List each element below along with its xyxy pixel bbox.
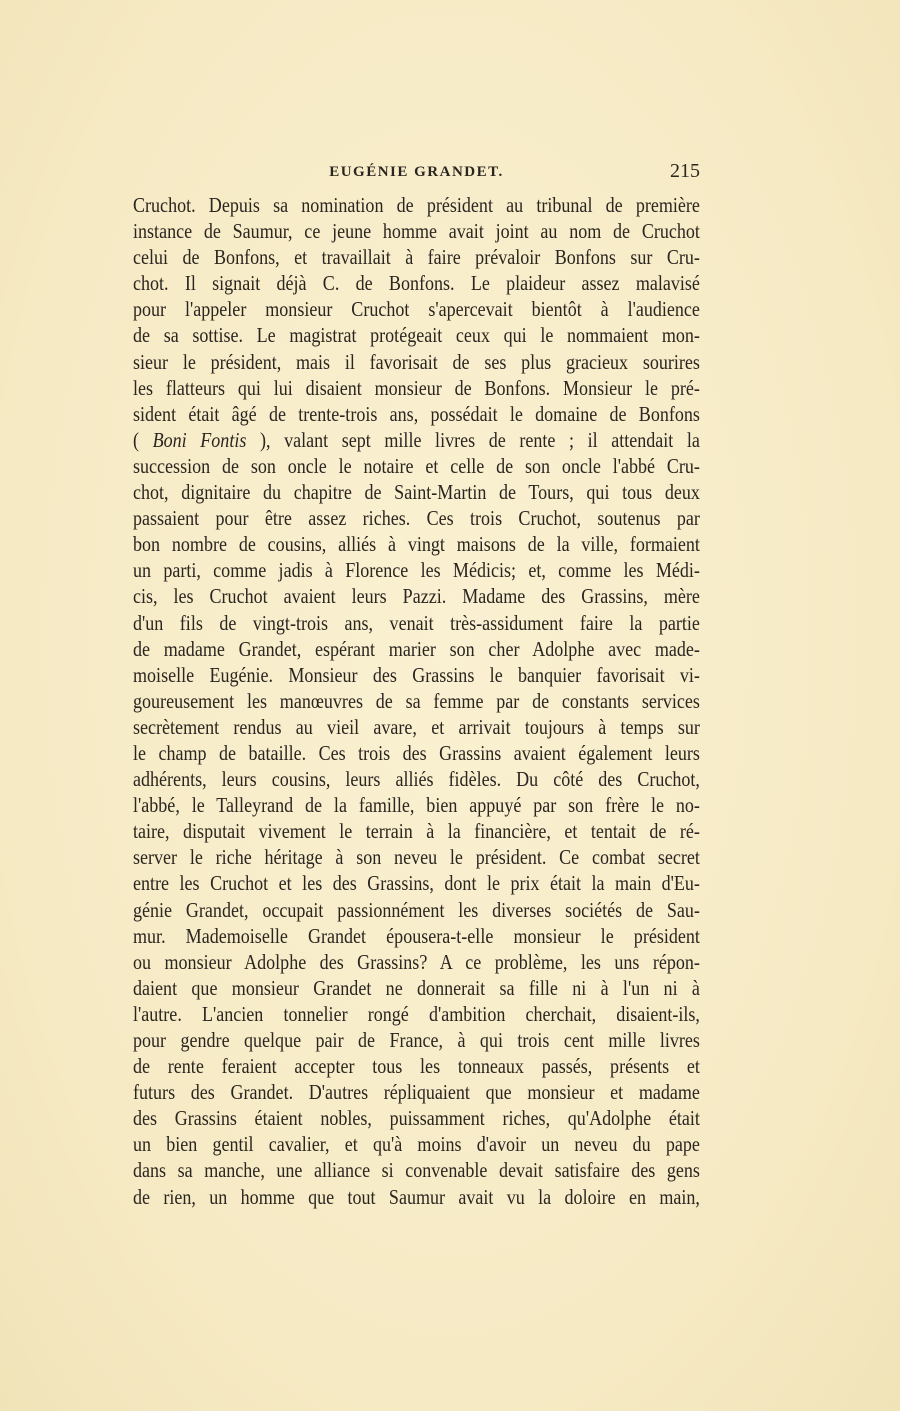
running-title: EUGÉNIE GRANDET.: [329, 164, 504, 180]
text-line: adhérents, leurs cousins, leurs alliés fidèles. Du côté des Cruchot,: [133, 767, 700, 792]
text-line: l'abbé, le Talleyrand de la famille, bien appuyé par son frère le no-: [133, 793, 700, 818]
text-line: ou monsieur Adolphe des Grassins? A ce problème, les uns répon-: [133, 949, 700, 974]
text-line: daient que monsieur Grandet ne donnerait sa fille ni à l'un ni à: [133, 975, 700, 1000]
text-line: bon nombre de cousins, alliés à vingt maisons de la ville, formaient: [133, 532, 700, 557]
text-line: un bien gentil cavalier, et qu'à moins d'avoir un neveu du pape: [133, 1132, 700, 1157]
text-line: taire, disputait vivement le terrain à la financière, et tentait de ré-: [133, 819, 700, 844]
page-header: [133, 160, 700, 186]
text-line: de rien, un homme que tout Saumur avait vu la doloire en main,: [133, 1184, 700, 1209]
text-line: le champ de bataille. Ces trois des Grassins avaient également leurs: [133, 740, 700, 765]
text-line: l'autre. L'ancien tonnelier rongé d'ambition cherchait, disaient-ils,: [133, 1001, 700, 1026]
text-line: passaient pour être assez riches. Ces trois Cruchot, soutenus par: [133, 506, 700, 531]
text-line: chot, dignitaire du chapitre de Saint-Martin de Tours, qui tous deux: [133, 480, 700, 505]
text-line: moiselle Eugénie. Monsieur des Grassins le banquier favorisait vi-: [133, 662, 700, 687]
text-line: entre les Cruchot et les des Grassins, dont le prix était la main d'Eu-: [133, 871, 700, 896]
text-line: goureusement les manœuvres de sa femme par de constants services: [133, 688, 700, 713]
text-line: sident était âgé de trente-trois ans, possédait le domaine de Bonfons: [133, 401, 700, 426]
italic-phrase: Boni Fontis: [152, 427, 247, 452]
text-line: server le riche héritage à son neveu le président. Ce combat secret: [133, 845, 700, 870]
text-line: futurs des Grandet. D'autres répliquaient que monsieur et madame: [133, 1080, 700, 1105]
text-line: pour l'appeler monsieur Cruchot s'apercevait bientôt à l'audience: [133, 297, 700, 322]
text-line: mur. Mademoiselle Grandet épousera-t-elle monsieur le président: [133, 923, 700, 948]
text-line: secrètement rendus au vieil avare, et arrivait toujours à temps sur: [133, 714, 700, 739]
text-line: les flatteurs qui lui disaient monsieur de Bonfons. Monsieur le pré-: [133, 375, 700, 400]
body-text: [133, 192, 700, 1210]
text-line: génie Grandet, occupait passionnément les diverses sociétés de Sau-: [133, 897, 700, 922]
text-line: instance de Saumur, ce jeune homme avait joint au nom de Cruchot: [133, 219, 700, 244]
text-line: de rente feraient accepter tous les tonneaux passés, présents et: [133, 1054, 700, 1079]
text-line: pour gendre quelque pair de France, à qui trois cent mille livres: [133, 1028, 700, 1052]
text-line: de sa sottise. Le magistrat protégeait ceux qui le nommaient mon-: [133, 323, 700, 348]
text-line: celui de Bonfons, et travaillait à faire prévaloir Bonfons sur Cru-: [133, 245, 700, 270]
text-line: de madame Grandet, espérant marier son cher Adolphe avec made-: [133, 636, 700, 661]
text-line: ( Boni Fontis ), valant sept mille livres de rente ; il attendait la: [133, 427, 700, 452]
text-line: un parti, comme jadis à Florence les Médicis; et, comme les Médi-: [133, 558, 700, 583]
text-line: dans sa manche, une alliance si convenable devait satisfaire des gens: [133, 1158, 700, 1183]
text-line: d'un fils de vingt-trois ans, venait très-assidument faire la partie: [133, 610, 700, 635]
page-number: 215: [670, 160, 700, 182]
text-line: sieur le président, mais il favorisait de ses plus gracieux sourires: [133, 349, 700, 374]
text-line: succession de son oncle le notaire et celle de son oncle l'abbé Cru-: [133, 453, 700, 478]
text-line: des Grassins étaient nobles, puissamment riches, qu'Adolphe était: [133, 1106, 700, 1131]
text-line: cis, les Cruchot avaient leurs Pazzi. Madame des Grassins, mère: [133, 584, 700, 609]
text-line: Cruchot. Depuis sa nomination de président au tribunal de première: [133, 193, 700, 217]
text-line: chot. Il signait déjà C. de Bonfons. Le plaideur assez malavisé: [133, 271, 700, 296]
